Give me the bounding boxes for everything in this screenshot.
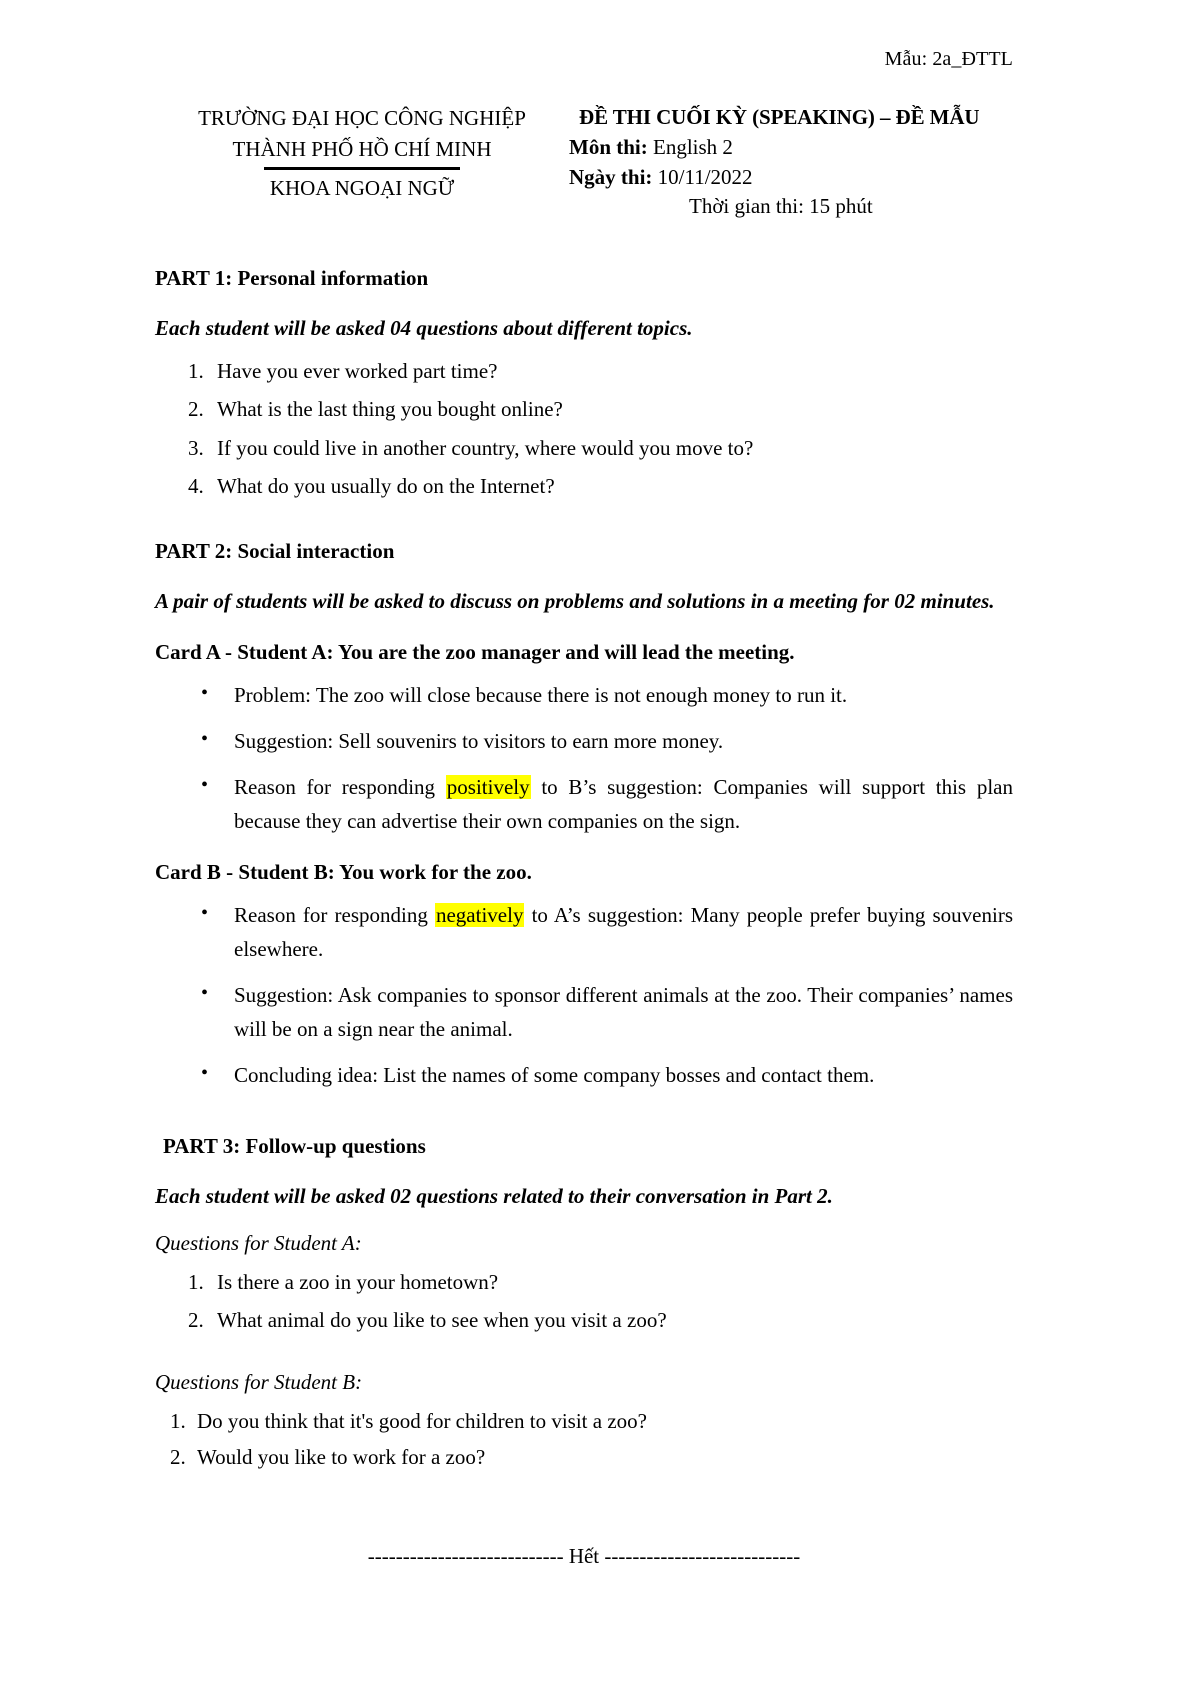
list-item: 3. If you could live in another country, where would you move to?	[209, 436, 1013, 461]
card-a-reason-post: to B’s suggestion: Companies will support this plan because they can advertise their own companies on the sign.	[234, 775, 1013, 834]
subject-row	[569, 133, 1013, 163]
student-a-label: Questions for Student A:	[155, 1231, 362, 1256]
list-item: 2. What is the last thing you bought online?	[209, 397, 1013, 422]
student-a-question-list	[155, 1270, 1013, 1333]
list-item: • Suggestion: Sell souvenirs to visitors to earn more money.	[201, 724, 1013, 758]
duration-row: Thời gian thi: 15 phút	[689, 194, 873, 219]
part1-instruction: Each student will be asked 04 questions about different topics.	[155, 316, 693, 341]
list-item: 1. Have you ever worked part time?	[209, 359, 1013, 384]
end-of-document-marker: ---------------------------- Hết ----------------------------	[367, 1543, 801, 1568]
date-label: Ngày thi:	[569, 164, 653, 189]
list-item: 2. Would you like to work for a zoo?	[191, 1445, 1013, 1470]
list-item: 1. Do you think that it's good for children to visit a zoo?	[191, 1409, 1013, 1434]
faculty-name: KHOA NGOẠI NGỮ	[269, 176, 455, 201]
institution-line-1: TRƯỜNG ĐẠI HỌC CÔNG NGHIỆP	[198, 106, 526, 130]
header-divider-rule	[264, 167, 460, 170]
exam-title: ĐỀ THI CUỐI KỲ (SPEAKING) – ĐỀ MẪU	[579, 105, 980, 129]
card-a-reason-pre: Reason for responding	[234, 775, 446, 800]
institution-block	[155, 101, 569, 204]
card-b-bullet-list	[155, 898, 1013, 1092]
card-a-title: Card A - Student A: You are the zoo manager and will lead the meeting.	[155, 640, 795, 665]
highlight-negatively: negatively	[435, 903, 524, 928]
part3-title: PART 3: Follow-up questions	[163, 1134, 426, 1159]
list-item: • Suggestion: Ask companies to sponsor different animals at the zoo. Their companies’ names will be on a sign near the animal.	[201, 978, 1013, 1046]
list-item	[201, 898, 1013, 966]
student-b-question-list	[155, 1409, 1013, 1470]
list-item: • Concluding idea: List the names of some company bosses and contact them.	[201, 1058, 1013, 1092]
part2-title: PART 2: Social interaction	[155, 539, 395, 564]
date-value: 10/11/2022	[657, 164, 753, 189]
list-item	[201, 770, 1013, 838]
card-b-reason-post: to A’s suggestion: Many people prefer buying souvenirs elsewhere.	[234, 903, 1013, 962]
list-item: • Problem: The zoo will close because there is not enough money to run it.	[201, 678, 1013, 712]
card-b-reason-pre: Reason for responding	[234, 903, 435, 928]
card-a-bullet-list	[155, 678, 1013, 838]
student-b-label: Questions for Student B:	[155, 1369, 363, 1394]
card-b-title: Card B - Student B: You work for the zoo.	[155, 860, 532, 885]
document-content	[155, 0, 1013, 1569]
list-item: 2. What animal do you like to see when you visit a zoo?	[209, 1308, 1013, 1333]
part1-question-list	[155, 359, 1013, 499]
part1-title: PART 1: Personal information	[155, 266, 429, 291]
list-item: 1. Is there a zoo in your hometown?	[209, 1270, 1013, 1295]
part2-instruction: A pair of students will be asked to discuss on problems and solutions in a meeting for 02 minutes.	[155, 589, 995, 614]
document-header	[155, 101, 1013, 222]
institution-line-2: THÀNH PHỐ HỒ CHÍ MINH	[232, 137, 492, 162]
exam-info-block	[569, 101, 1013, 222]
list-item: 4. What do you usually do on the Internet?	[209, 474, 1013, 499]
subject-value: English 2	[653, 134, 733, 159]
subject-label: Môn thi:	[569, 134, 648, 159]
form-code: Mẫu: 2a_ĐTTL	[884, 48, 1013, 70]
highlight-positively: positively	[446, 775, 530, 800]
part3-instruction: Each student will be asked 02 questions related to their conversation in Part 2.	[155, 1184, 833, 1209]
date-row	[569, 163, 1013, 193]
